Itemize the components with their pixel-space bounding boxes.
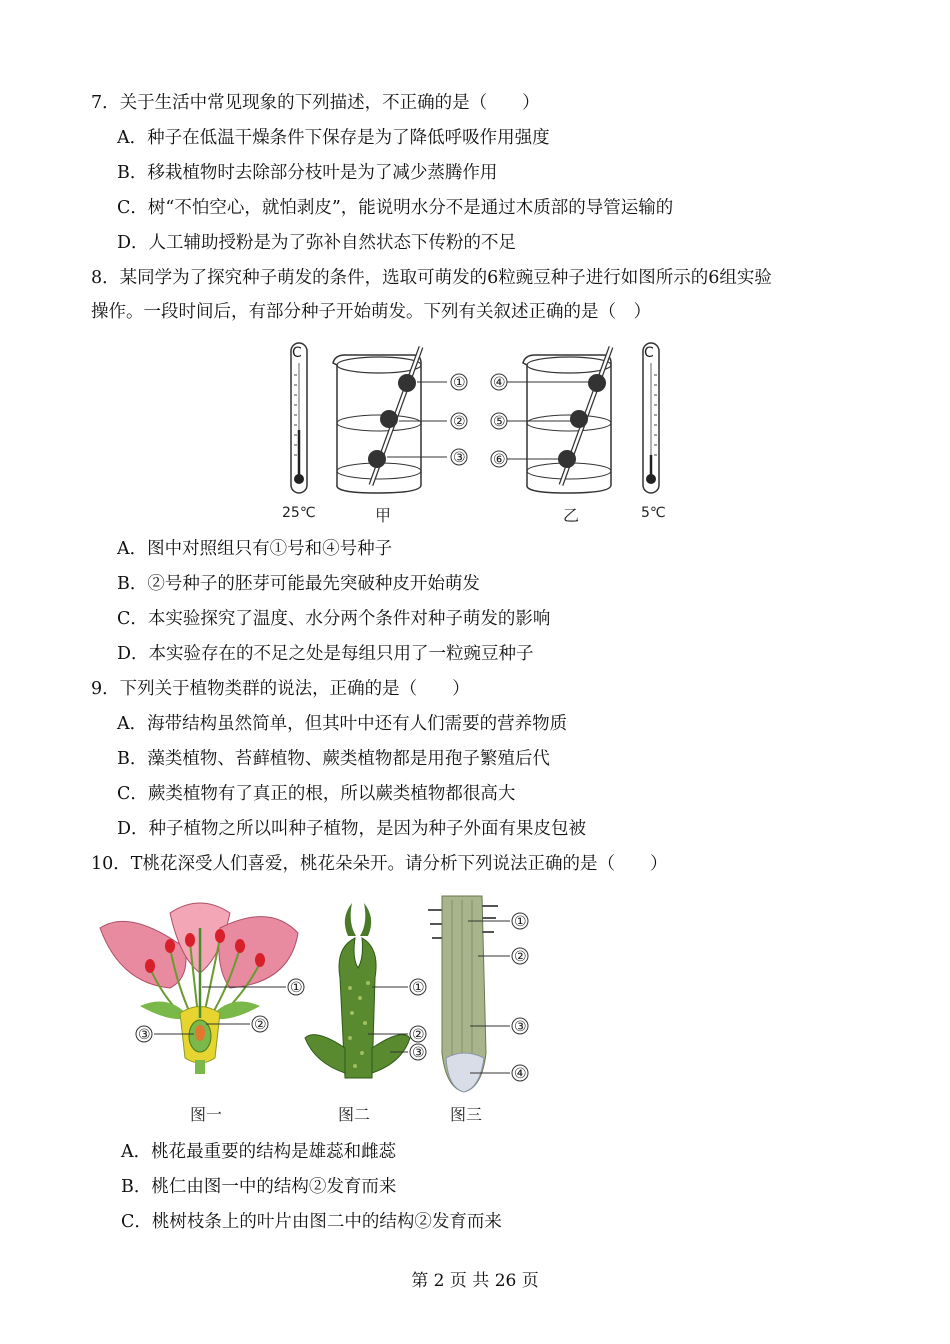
temp-left-label: 25℃ <box>282 505 316 521</box>
q7-option-b: B．移栽植物时去除部分枝叶是为了减少蒸腾作用 <box>117 163 498 183</box>
thermometer-left <box>291 343 307 493</box>
fig3-label-1: ① <box>514 914 527 930</box>
fig1-label-1: ① <box>290 980 303 996</box>
temp-right-label: 5℃ <box>641 505 666 521</box>
seed-germination-figure <box>275 335 675 530</box>
beaker-right-label: 乙 <box>563 506 580 525</box>
fig1-label-2: ② <box>254 1017 267 1033</box>
q8-option-a: A．图中对照组只有①号和④号种子 <box>117 539 393 559</box>
q8-option-b: B．②号种子的胚芽可能最先突破种皮开始萌发 <box>117 574 480 594</box>
q7-option-d: D．人工辅助授粉是为了弥补自然状态下传粉的不足 <box>117 233 517 253</box>
seed-label-4: ④ <box>493 375 506 391</box>
q10-stem: 10．T桃花深受人们喜爱，桃花朵朵开。请分析下列说法正确的是（ ） <box>91 854 668 874</box>
beaker-left <box>333 347 447 493</box>
page-footer: 第 2 页 共 26 页 <box>411 1271 539 1291</box>
fig1-label-3: ③ <box>138 1027 151 1043</box>
q8-stem-line2: 操作。一段时间后，有部分种子开始萌发。下列有关叙述正确的是（ ） <box>91 302 651 322</box>
q7-option-a: A．种子在低温干燥条件下保存是为了降低呼吸作用强度 <box>117 128 550 148</box>
q9-option-b: B．藻类植物、苔藓植物、蕨类植物都是用孢子繁殖后代 <box>117 749 550 769</box>
flower-illustration <box>100 903 298 1074</box>
thermometer-right <box>643 343 659 493</box>
q9-option-d: D．种子植物之所以叫种子植物，是因为种子外面有果皮包被 <box>117 819 587 839</box>
seed-label-6: ⑥ <box>493 452 506 468</box>
q9-option-a: A．海带结构虽然简单，但其叶中还有人们需要的营养物质 <box>117 714 568 734</box>
peach-structure-figure <box>90 888 550 1133</box>
thermo-left-unit: C <box>292 345 302 361</box>
q8-option-c: C．本实验探究了温度、水分两个条件对种子萌发的影响 <box>117 609 551 629</box>
root-tip-illustration <box>428 896 498 1092</box>
seed-label-3: ③ <box>453 450 466 466</box>
q7-option-c: C．树“不怕空心，就怕剥皮”，能说明水分不是通过木质部的导管运输的 <box>117 198 674 218</box>
q9-option-c: C．蕨类植物有了真正的根，所以蕨类植物都很高大 <box>117 784 516 804</box>
q8-option-d: D．本实验存在的不足之处是每组只用了一粒豌豆种子 <box>117 644 534 664</box>
fig3-label-3: ③ <box>514 1019 527 1035</box>
seed-label-2: ② <box>453 414 466 430</box>
fig2-caption: 图二 <box>338 1105 371 1124</box>
q10-option-c: C．桃树枝条上的叶片由图二中的结构②发育而来 <box>121 1212 502 1232</box>
thermo-right-unit: C <box>644 345 654 361</box>
fig1-caption: 图一 <box>190 1105 223 1124</box>
q7-stem: 7．关于生活中常见现象的下列描述，不正确的是（ ） <box>91 93 540 113</box>
q10-option-a: A．桃花最重要的结构是雄蕊和雌蕊 <box>121 1142 397 1162</box>
fig2-label-3: ③ <box>412 1045 425 1061</box>
seed-label-1: ① <box>453 375 466 391</box>
q10-option-b: B．桃仁由图一中的结构②发育而来 <box>121 1177 397 1197</box>
fig3-caption: 图三 <box>450 1105 483 1124</box>
beaker-right <box>507 347 611 493</box>
seed-label-5: ⑤ <box>493 414 506 430</box>
fig2-label-1: ① <box>412 980 425 996</box>
beaker-left-label: 甲 <box>375 506 392 525</box>
fig2-label-2: ② <box>412 1027 425 1043</box>
fig3-label-4: ④ <box>514 1066 527 1082</box>
q8-stem-line1: 8．某同学为了探究种子萌发的条件，选取可萌发的6粒豌豆种子进行如图所示的6组实验 <box>91 268 772 288</box>
q9-stem: 9．下列关于植物类群的说法，正确的是（ ） <box>91 679 470 699</box>
fig3-label-2: ② <box>514 949 527 965</box>
